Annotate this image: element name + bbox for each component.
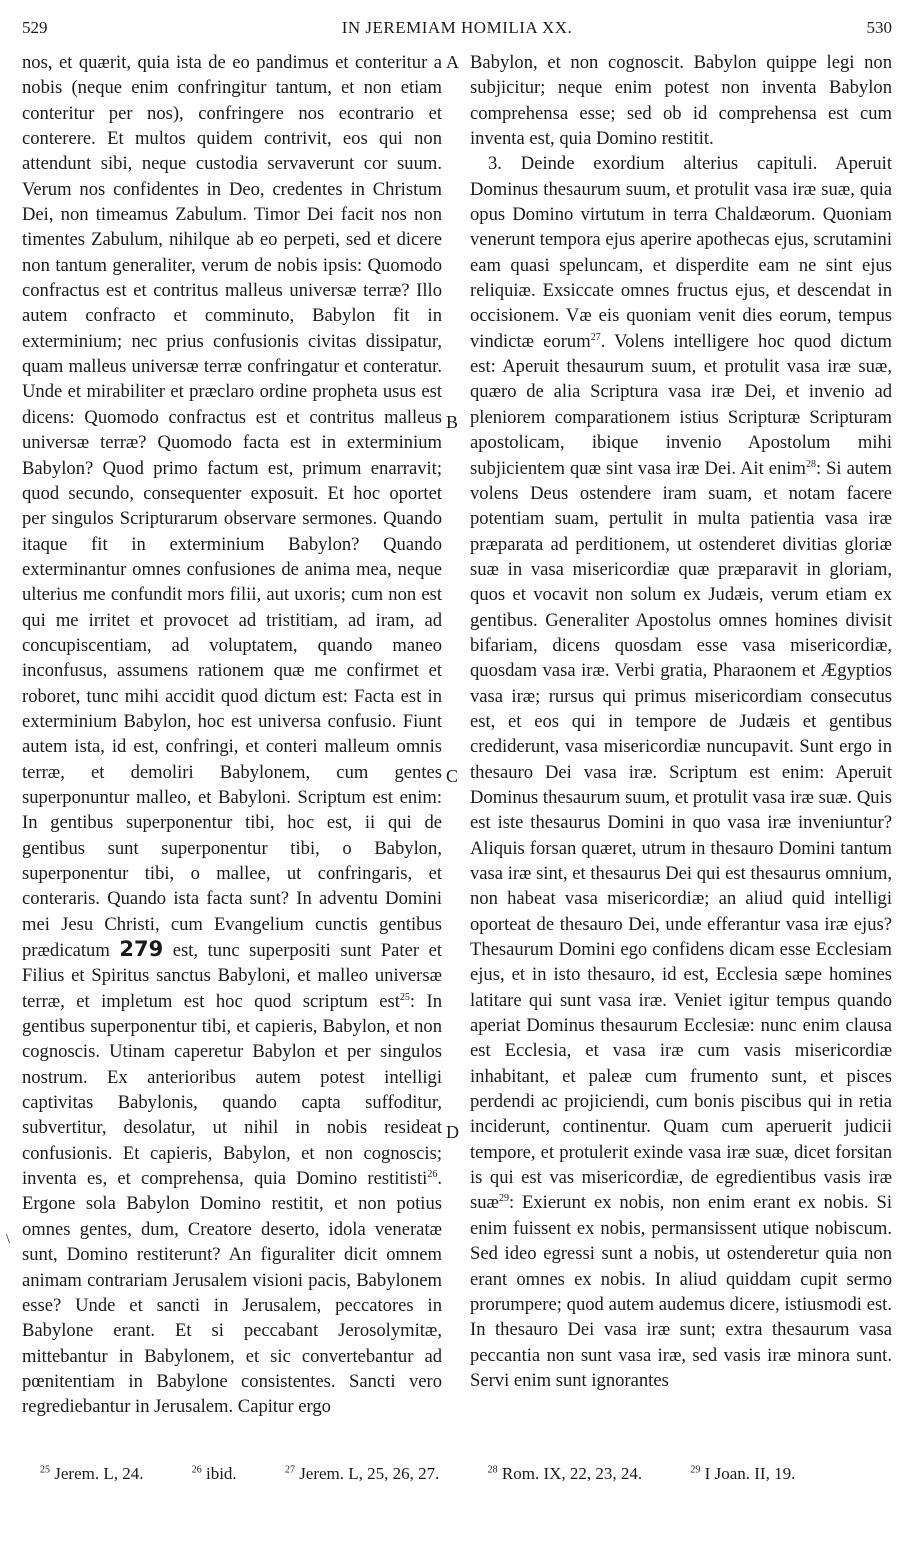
footnote-29: $^{29}$ I Joan. II, 19. [690, 1464, 796, 1483]
margin-letter-b: B [446, 412, 459, 432]
footnote-26: $^{26}$ ibid. [191, 1464, 237, 1483]
left-column-text [22, 50, 442, 1420]
margin-letter-a: A [446, 52, 459, 72]
right-text-part-d: : Exierunt ex nobis, non enim erant ex nobis. Si enim fuissent ex nobis, permansissent utique nobiscum. Sed ideo egressi sunt a nobis, ut ostenderetur quia non erant omnes ex nobis. In aliud quiddam cupit sermo prorumpere; quod autem audemus dicere, istiusmodi est. In thesauro Dei vasa iræ sunt; extra thesaurum vasa peccantia non sunt vasa iræ, sed vasis iræ minora sunt. Servi enim sunt ignorantes [470, 1192, 892, 1391]
right-page-number: 530 [866, 18, 892, 37]
footnotes [40, 1464, 890, 1484]
right-text-part-b: . Volens intelligere hoc quod dictum est: Aperuit thesaurum suum, et protulit vasa iræ suæ, quæro de alia Scriptura vasa iræ Dei, et invenio ad pleniorem comparationem istius Scripturæ Scripturam apostolicam, ibique invenio Apostolum mihi subjicientem quæ sint vasa iræ Dei. Ait enim [470, 330, 892, 479]
left-column [22, 50, 442, 1420]
footnote-25: $^{25}$ Jerem. L, 24. [40, 1464, 144, 1483]
footnote-ref-28: 28 [805, 458, 816, 470]
right-paragraph-2 [470, 151, 892, 1393]
margin-letter-c: C [446, 766, 459, 786]
right-paragraph-1: Babylon, et non cognoscit. Babylon quippe legi non subjicitur; neque enim potest non inventa Babylon comprehensa esse; sed ob id comprehensa est cum inventa est, quia Domino restitit. [470, 52, 892, 150]
footnote-ref-29: 29 [498, 1193, 509, 1205]
stray-mark: \ [6, 1232, 10, 1247]
inline-page-number: 279 [119, 937, 164, 962]
left-text-part-3: : In gentibus superponentur tibi, et capieris, Babylon, et non cognoscis. Utinam caperetur Babylon et per singulos nostrum. Ex anterioribus autem potest intelligi captivitas Babylonis, quando capta suffoditur, subvertitur, desolatur, ut nihil in nobis resideat confusionis. Et capieris, Babylon, et non cognoscis; inventa es, et comprehensa, quia Domino restitisti [22, 990, 442, 1190]
left-text-part-4: . Ergone sola Babylon Domino restitit, et non potius omnes gentes, dum, Creatore deserto, idola veneratæ sunt, Domino restiterunt? An figuraliter dicit omnem animam contrariam Jerusalem visioni pacis, Babylonem esse? Unde et sancti in Jerusalem, peccatores in Babylone erant. Et si peccabant Jerosolymitæ, mittebantur in Babylonem, et sic convertebantur ad pœnitentiam in Babylone consistentes. Sancti vero regrediebantur in Jerusalem. Capitur ergo [22, 1168, 442, 1418]
footnote-28: $^{28}$ Rom. IX, 22, 23, 24. [487, 1464, 643, 1483]
footnote-ref-25: 25 [399, 991, 410, 1003]
left-page-number: 529 [22, 18, 48, 37]
running-title: IN JEREMIAM HOMILIA XX. [341, 18, 573, 37]
left-text-part-2: est, tunc superpositi sunt Pater et Filius et Spiritus sanctus Babyloni, et malleo universæ terræ, et impletum est hoc quod scriptum est [22, 940, 442, 1012]
right-text-part-c: : Si autem volens Deus ostendere iram suam, et notam facere potentiam suam, pertulit in multa patientia vasa iræ præparata ad perditionem, ut ostenderet divitias gloriæ suæ in vasa misericordiæ quæ præparavit in gloriam, quos et vocavit non solum ex Judæis, verum etiam ex gentibus. Generaliter Apostolus omnes homines divisit bifariam, dicens quosdam esse vasa misericordiæ, quosdam vasa iræ. Verbi gratia, Pharaonem et Ægyptios vasa iræ; rursus qui primus misericordiam consecutus est, et eos qui in tempore de Judæis et gentibus crediderunt, vasa misericordiæ nuncupavit. Sunt ergo in thesauro Dei vasa iræ. Scriptum est enim: Aperuit Dominus thesaurum suum, et protulit vasa iræ suæ. Quis est iste thesaurus Domini in quo vasa iræ inveniuntur? Aliquis forsan quæret, utrum in thesauro Domini tantum vasa iræ sint, et thesaurus Dei qui est thesaurus omnium, non habeat vasa misericordiæ; an aliud quid intelligi oporteat de thesauro Dei, unde efferantur vasa iræ ejus? Thesaurum Domini ego confidens dicam esse Ecclesiam ejus, et in isto thesauro, id est, Ecclesia sæpe homines latitare qui sunt vasa iræ. Veniet igitur tempus quando aperiat Dominus thesaurum Ecclesiæ: nunc enim clausa est Ecclesia, et vasa iræ cum vasis misericordiæ inhabitant, et paleæ cum frumento sunt, et pisces perdendi ac projiciendi, cum bonis piscibus qui in retia inciderunt, continentur. Quam cum aperuerit judicii tempore, et protulerit exinde vasa iræ suæ, dicet forsitan is qui est vas misericordiæ, de egredientibus vasis iræ suæ [470, 457, 892, 1214]
left-text-part-1: nos, et quærit, quia ista de eo pandimus et conteritur a nobis (neque enim confringitur tantum, et non etiam conteritur per nos), confringere nos econtrario et conterere. Et multos quidem contrivit, eos qui non attendunt sibi, neque custodia servaverunt cor suum. Verum nos confidentes in Deo, credentes in Christum Dei, non timeamus Zabulum. Timor Dei facit nos non timentes Zabulum, nihilque ab eo perpeti, sed et dicere non tantum generaliter, verum de nobis ipsis: Quomodo confractus est et contritus malleus universæ terræ? Illo autem confracto et comminuto, Babylon fit in exterminium; nec prius confusionis civitas dissipatur, quam malleus universæ terræ confringatur et conteratur. Unde et mirabiliter et præclaro ordine propheta usus est dicens: Quomodo confractus est et contritus malleus universæ terræ? Quomodo facta est in exterminium Babylon? Quod primo factum est, primum enarravit; quod secundo, consequenter exposuit. Et hoc oportet per singulos Scripturarum observare sermones. Quando itaque fit in exterminium Babylon? Quando exterminantur omnes confusiones de anima mea, neque ulterius me confundit mors filii, aut uxoris; cum non est qui me irritet et provocet ad tristitiam, ad iram, ad concupiscentiam, ad voluptatem, quando maneo inconfusus, assumens rationem quæ me confirmet et roboret, tunc mihi accidit quod dictum est: Facta est in exterminium Babylon, hoc est universa confusio. Fiunt autem ista, id est, confringi, et conteri malleum omnis terræ, et demoliri Babylonem, cum gentes superponuntur malleo, et Babyloni. Scriptum est enim: In gentibus superponentur tibi, hoc est, ii qui de gentibus sunt superponentur tibi, o Babylon, superponentur tibi, o mallee, ut confringaris, et conteraris. Quando ista facta sunt? In adventu Domini mei Jesu Christi, cum Evangelium cunctis gentibus prædicatum [22, 52, 442, 962]
running-header [22, 18, 892, 46]
footnote-ref-27: 27 [590, 331, 601, 343]
footnote-ref-26: 26 [427, 1168, 438, 1180]
margin-letter-d: D [446, 1122, 459, 1142]
right-column [470, 50, 892, 1393]
right-text-part-a: 3. Deinde exordium alterius capituli. Aperuit Dominus thesaurum suum, et protulit vasa iræ suæ, quia opus Domino virtutum in terra Chaldæorum. Quoniam venerunt tempora ejus aperire apothecas ejus, scrutamini eam quasi speluncam, et disperdite eam ne sint ejus reliquiæ. Exsiccate omnes fructus ejus, et descendat in occisionem. Væ eis quoniam venit dies eorum, tempus vindictæ eorum [470, 153, 892, 352]
footnote-27: $^{27}$ Jerem. L, 25, 26, 27. [284, 1464, 440, 1483]
